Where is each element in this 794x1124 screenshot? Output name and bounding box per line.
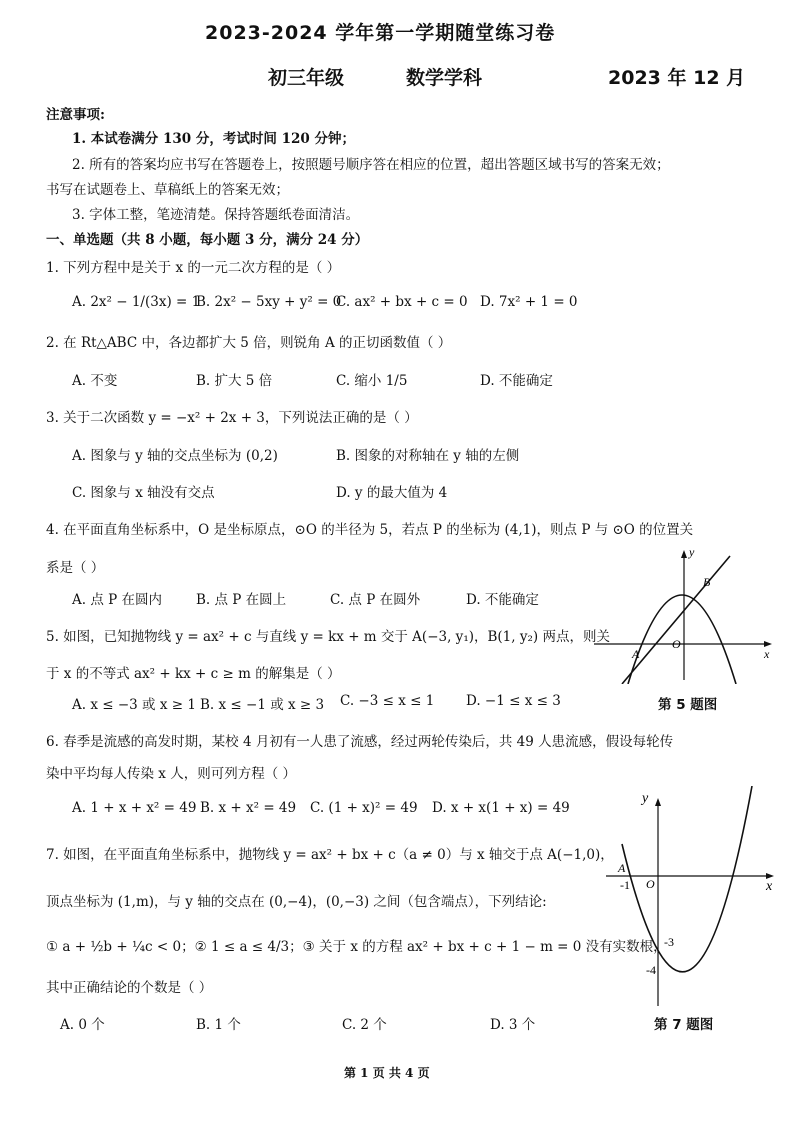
q3-option-b[interactable]: B. 图象的对称轴在 y 轴的左侧 <box>336 448 520 464</box>
notes-heading: 注意事项: <box>46 107 105 123</box>
q7-option-c[interactable]: C. 2 个 <box>342 1017 387 1033</box>
question-2-stem: 2. 在 Rt△ABC 中，各边都扩大 5 倍，则锐角 A 的正切函数值（ ） <box>46 335 452 351</box>
fig5-label-o: O <box>672 637 681 651</box>
fig7-label-neg4: -4 <box>646 963 656 977</box>
fig5-y-arrow-icon <box>681 550 687 558</box>
q4-option-c[interactable]: C. 点 P 在圆外 <box>330 592 421 608</box>
q4-option-b[interactable]: B. 点 P 在圆上 <box>196 592 287 608</box>
fig7-label-neg1: -1 <box>620 878 630 892</box>
q3-option-d[interactable]: D. y 的最大值为 4 <box>336 485 448 501</box>
fig5-parabola <box>628 595 736 684</box>
note-item: 1. 本试卷满分 130 分，考试时间 120 分钟； <box>72 131 355 147</box>
q2-option-a[interactable]: A. 不变 <box>72 373 118 389</box>
page-number: 第 1 页 共 4 页 <box>344 1066 430 1080</box>
q5-option-b[interactable]: B. x ≤ −1 或 x ≥ 3 <box>200 697 325 713</box>
q3-option-c[interactable]: C. 图象与 x 轴没有交点 <box>72 485 215 501</box>
question-6-stem: 6. 春季是流感的高发时期，某校 4 月初有一人患了流感，经过两轮传染后，共 49 人患流感，假设每轮传 <box>46 734 674 750</box>
figure-7 <box>606 786 786 1008</box>
fig5-line <box>622 556 730 684</box>
q7-option-a[interactable]: A. 0 个 <box>60 1017 105 1033</box>
q5-option-a[interactable]: A. x ≤ −3 或 x ≥ 1 <box>72 697 196 713</box>
q1-option-a[interactable]: A. 2x² − 1/(3x) = 1 <box>72 294 201 310</box>
question-4-stem-cont: 系是（ ） <box>46 560 105 576</box>
fig7-y-arrow-icon <box>655 798 661 806</box>
q5-option-c[interactable]: C. −3 ≤ x ≤ 1 <box>340 693 435 709</box>
fig5-label-a: A <box>632 647 640 661</box>
q6-option-d[interactable]: D. x + x(1 + x) = 49 <box>432 800 570 816</box>
question-1-stem: 1. 下列方程中是关于 x 的一元二次方程的是（ ） <box>46 260 341 276</box>
section-heading: 一、单选题（共 8 小题，每小题 3 分，满分 24 分） <box>46 232 369 248</box>
q2-option-b[interactable]: B. 扩大 5 倍 <box>196 373 273 389</box>
question-4-stem: 4. 在平面直角坐标系中，O 是坐标原点，⊙O 的半径为 5，若点 P 的坐标为 (4,1)，则点 P 与 ⊙O 的位置关 <box>46 522 694 538</box>
fig5-label-b: B <box>703 575 711 589</box>
q6-option-b[interactable]: B. x + x² = 49 <box>200 800 297 816</box>
question-7-conclusions: ① a + ½b + ¼c < 0；② 1 ≤ a ≤ 4/3；③ 关于 x 的方程 ax² + bx + c + 1 − m = 0 没有实数根， <box>46 939 667 955</box>
question-6-stem-cont: 染中平均每人传染 x 人，则可列方程（ ） <box>46 766 296 782</box>
q2-option-c[interactable]: C. 缩小 1/5 <box>336 373 408 389</box>
subject-label: 数学学科 <box>406 67 483 89</box>
q3-option-a[interactable]: A. 图象与 y 轴的交点坐标为 (0,2) <box>72 448 278 464</box>
figure-7-caption: 第 7 题图 <box>654 1017 714 1033</box>
q7-option-b[interactable]: B. 1 个 <box>196 1017 241 1033</box>
q6-option-c[interactable]: C. (1 + x)² = 49 <box>310 800 418 816</box>
question-7-stem-cont: 顶点坐标为 (1,m)，与 y 轴的交点在 (0,−4)，(0,−3) 之间（包含端点），下列结论: <box>46 894 547 910</box>
q1-option-b[interactable]: B. 2x² − 5xy + y² = 0 <box>196 294 342 310</box>
note-item: 2. 所有的答案均应书写在答题卷上，按照题号顺序答在相应的位置，超出答题区域书写的答案无效； <box>72 157 670 173</box>
q4-option-a[interactable]: A. 点 P 在圆内 <box>72 592 162 608</box>
grade-label: 初三年级 <box>268 67 345 89</box>
question-7-stem: 7. 如图，在平面直角坐标系中，抛物线 y = ax² + bx + c（a ≠ 0）与 x 轴交于点 A(−1,0)， <box>46 847 614 863</box>
exam-title: 2023-2024 学年第一学期随堂练习卷 <box>205 22 556 44</box>
figure-5-caption: 第 5 题图 <box>658 697 718 713</box>
fig7-label-a: A <box>618 861 626 875</box>
q2-option-d[interactable]: D. 不能确定 <box>480 373 553 389</box>
q5-option-d[interactable]: D. −1 ≤ x ≤ 3 <box>466 693 561 709</box>
fig5-label-x: x <box>764 647 770 661</box>
question-7-ask: 其中正确结论的个数是（ ） <box>46 980 213 996</box>
exam-date: 2023 年 12 月 <box>608 67 746 89</box>
question-5-stem-cont: 于 x 的不等式 ax² + kx + c ≥ m 的解集是（ ） <box>46 666 341 682</box>
question-5-stem: 5. 如图，已知抛物线 y = ax² + c 与直线 y = kx + m 交于 A(−3, y₁)，B(1, y₂) 两点，则关 <box>46 629 610 645</box>
q4-option-d[interactable]: D. 不能确定 <box>466 592 539 608</box>
fig7-label-x: x <box>766 879 773 894</box>
q1-option-c[interactable]: C. ax² + bx + c = 0 <box>336 294 468 310</box>
fig7-label-y: y <box>642 791 649 806</box>
figure-5 <box>592 544 782 684</box>
q1-option-d[interactable]: D. 7x² + 1 = 0 <box>480 294 578 310</box>
fig7-label-o: O <box>646 877 655 891</box>
q7-option-d[interactable]: D. 3 个 <box>490 1017 536 1033</box>
question-3-stem: 3. 关于二次函数 y = −x² + 2x + 3，下列说法正确的是（ ） <box>46 410 418 426</box>
fig7-label-neg3: -3 <box>664 935 674 949</box>
note-item: 3. 字体工整，笔迹清楚。保持答题纸卷面清洁。 <box>72 207 360 223</box>
q6-option-a[interactable]: A. 1 + x + x² = 49 <box>72 800 197 816</box>
note-item: 书写在试题卷上、草稿纸上的答案无效； <box>46 182 289 198</box>
fig5-label-y: y <box>689 545 695 559</box>
